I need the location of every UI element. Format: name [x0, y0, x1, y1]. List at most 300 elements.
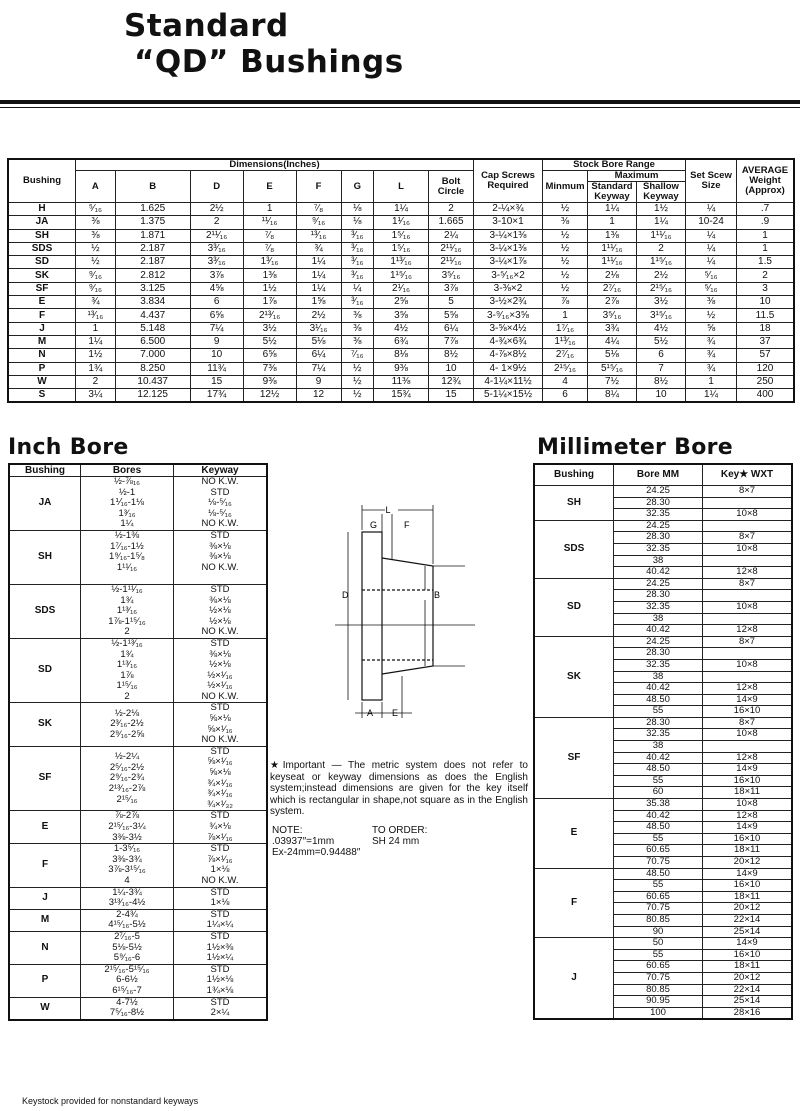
- mm-bore-value: 32.35: [614, 729, 703, 741]
- footnote: Keystock provided for nonstandard keyways: [22, 1096, 199, 1106]
- dims-cell: 2: [429, 203, 474, 216]
- dims-cell: 3-10×1: [474, 216, 543, 229]
- inch-bores-cell: [81, 997, 174, 1020]
- inch-bores-cell: [81, 703, 174, 746]
- dims-cell: 4-¾×6¾: [474, 335, 543, 348]
- bore-value: ⅞-2⅞: [114, 810, 140, 822]
- dims-cell: 1¼: [296, 269, 341, 282]
- inch-bushing-name: P: [9, 964, 81, 997]
- bore-value: 3⅜-3¾: [112, 853, 142, 865]
- mm-col-bushing: Bushing: [534, 464, 614, 486]
- mm-bore-value: 48.50: [614, 822, 703, 834]
- mm-bore-value: 48.50: [614, 764, 703, 776]
- mm-key-value: [703, 671, 793, 683]
- bore-value: ½-1⅜: [114, 529, 140, 541]
- keyway-value: ⅝×¹⁄₁₆: [207, 756, 233, 768]
- mm-key-value: 25×14: [703, 996, 793, 1008]
- keyway-value: ⅝×¹⁄₁₆: [207, 723, 233, 735]
- dims-cell: 2¹⁵⁄₁₆: [543, 362, 588, 375]
- dims-row: [8, 282, 794, 295]
- title-rule-thick: [0, 100, 800, 104]
- col-d: D: [190, 171, 243, 203]
- bore-value: 5⁹⁄₁₆-6: [113, 952, 141, 964]
- dims-cell: 17¾: [190, 389, 243, 403]
- mm-col-bore: Bore MM: [614, 464, 703, 486]
- mm-key-value: 8×7: [703, 532, 793, 544]
- inch-bores-cell: [81, 844, 174, 887]
- bore-value: 1¾: [120, 594, 134, 606]
- mm-bore-value: 70.75: [614, 857, 703, 869]
- mm-key-value: 25×14: [703, 926, 793, 938]
- mm-bore-row: [534, 717, 792, 729]
- dims-cell: 3¼: [76, 389, 116, 403]
- inch-bushing-name: SK: [9, 703, 81, 746]
- order-example: SH 24 mm: [372, 836, 420, 847]
- dims-cell: 2⁷⁄₁₆: [588, 282, 637, 295]
- mm-key-value: [703, 613, 793, 625]
- dims-cell: 6: [543, 389, 588, 403]
- dims-cell: 2½: [637, 269, 686, 282]
- dims-cell: 5: [429, 296, 474, 309]
- dims-cell: 1⅝: [296, 296, 341, 309]
- mm-key-value: 12×8: [703, 810, 793, 822]
- dims-cell: 5.148: [115, 322, 190, 335]
- inch-bore-row: [9, 964, 267, 997]
- diagram-label-g: G: [370, 520, 378, 530]
- col-shallow-keyway: Shallow Keyway: [637, 182, 686, 203]
- dims-cell: 15: [429, 389, 474, 403]
- dims-cell: ½: [341, 389, 374, 403]
- inch-bores-cell: [81, 887, 174, 909]
- bushing-name: N: [8, 349, 76, 362]
- keyway-value: STD: [210, 745, 230, 757]
- dims-cell: 1⅜: [588, 229, 637, 242]
- bushing-name: SDS: [8, 242, 76, 255]
- dims-cell: 2¹⁵⁄₁₆: [637, 282, 686, 295]
- dims-cell: 1⁵⁄₁₆: [374, 229, 429, 242]
- keyway-value: STD: [210, 963, 230, 975]
- mm-key-value: 8×7: [703, 717, 793, 729]
- bore-value: ½-2⅛: [114, 707, 140, 719]
- mm-key-value: 12×8: [703, 683, 793, 695]
- dims-cell: 3-⁵⁄₁₆×2: [474, 269, 543, 282]
- dims-cell: 3⅞: [190, 269, 243, 282]
- dims-cell: ⅜: [341, 335, 374, 348]
- dims-cell: 5½: [637, 335, 686, 348]
- mm-key-value: 18×11: [703, 891, 793, 903]
- dims-cell: 2.187: [115, 256, 190, 269]
- dims-cell: ½: [543, 242, 588, 255]
- dims-cell: ½: [76, 256, 116, 269]
- dims-row: [8, 269, 794, 282]
- mm-bore-body: [534, 486, 792, 1020]
- inch-keyway-cell: [174, 887, 268, 909]
- keyway-value: ⅜×⅛: [209, 594, 231, 606]
- dims-cell: ³⁄₁₆: [341, 296, 374, 309]
- mm-bore-row: [534, 636, 792, 648]
- mm-bore-value: 32.35: [614, 509, 703, 521]
- mm-bore-value: 48.50: [614, 694, 703, 706]
- keyway-value: 1¼×¼: [206, 919, 234, 931]
- dims-cell: ¾: [296, 242, 341, 255]
- dims-cell: ⁷⁄₁₆: [341, 349, 374, 362]
- dims-cell: 1.5: [737, 256, 795, 269]
- dims-cell: 10-24: [686, 216, 737, 229]
- dims-cell: 2½: [296, 309, 341, 322]
- dims-cell: ⅜: [76, 229, 116, 242]
- mm-bore-value: 70.75: [614, 903, 703, 915]
- dims-cell: ⅛: [341, 216, 374, 229]
- dims-cell: 10: [190, 349, 243, 362]
- bushing-name: W: [8, 375, 76, 388]
- keyway-value: ⅛-⁵⁄₁₆: [208, 497, 232, 509]
- dims-cell: 1¹³⁄₁₆: [543, 335, 588, 348]
- group-stock-bore: Stock Bore Range: [543, 159, 686, 171]
- bushing-name: SD: [8, 256, 76, 269]
- mm-bore-value: 55: [614, 706, 703, 718]
- dims-cell: 12: [296, 389, 341, 403]
- dims-cell: 8½: [429, 349, 474, 362]
- dims-cell: 3-⁹⁄₁₆×3⅝: [474, 309, 543, 322]
- bore-value: 2: [124, 626, 130, 638]
- bore-value: 3⅜-3½: [112, 831, 142, 843]
- dims-cell: 3½: [243, 322, 296, 335]
- inch-bores-cell: [81, 746, 174, 811]
- order-label: TO ORDER:: [372, 825, 428, 836]
- bushing-name: F: [8, 309, 76, 322]
- mm-col-key: Key★ WXT: [703, 464, 793, 486]
- dims-cell: ⁹⁄₁₆: [76, 282, 116, 295]
- mm-key-value: 14×9: [703, 764, 793, 776]
- mm-bore-value: 80.85: [614, 984, 703, 996]
- diagram-label-f: F: [404, 520, 410, 530]
- dims-cell: ½: [543, 256, 588, 269]
- dims-cell: 1¼: [296, 282, 341, 295]
- dims-cell: 1: [686, 375, 737, 388]
- keyway-value: ⅜×⅛: [209, 540, 231, 552]
- dims-cell: 6⅝: [243, 349, 296, 362]
- dims-cell: ½: [686, 309, 737, 322]
- mm-bore-value: 90.95: [614, 996, 703, 1008]
- dims-cell: 1: [543, 309, 588, 322]
- keyway-value: ½×⅛: [209, 605, 231, 617]
- dims-cell: ¼: [686, 242, 737, 255]
- dims-cell: ⁵⁄₁₆: [686, 282, 737, 295]
- mm-bore-value: 38: [614, 613, 703, 625]
- bore-value: 1¼: [120, 518, 134, 530]
- mm-key-value: 20×12: [703, 903, 793, 915]
- dims-cell: 8¼: [588, 389, 637, 403]
- bore-value: 1⁹⁄₁₆-1⁵⁄₈: [109, 551, 145, 563]
- note-conversion: .03937″=1mm: [272, 836, 335, 847]
- mm-bushing-name: SH: [534, 486, 614, 521]
- inch-bore-row: [9, 477, 267, 531]
- dims-cell: 10.437: [115, 375, 190, 388]
- dims-cell: ³⁄₁₆: [341, 242, 374, 255]
- dims-cell: 6¼: [429, 322, 474, 335]
- bore-value: 3¹³⁄₁₆-4½: [108, 897, 146, 909]
- dims-cell: 9: [190, 335, 243, 348]
- keyway-value: STD: [210, 843, 230, 855]
- inch-keyway-cell: [174, 638, 268, 703]
- bore-value: 4¹⁵⁄₁₆-5½: [108, 919, 146, 931]
- inch-bushing-name: SD: [9, 638, 81, 703]
- bore-value: ½-1¹³⁄₁₆: [111, 637, 143, 649]
- dims-cell: 11¾: [190, 362, 243, 375]
- dims-cell: ¼: [686, 203, 737, 216]
- keyway-value: ⅞×¹⁄₁₆: [207, 853, 233, 865]
- bushing-name: SF: [8, 282, 76, 295]
- dims-cell: 2¹⁄₁₆: [374, 282, 429, 295]
- dims-cell: ⁵⁄₁₆: [686, 269, 737, 282]
- dims-cell: ¹¹⁄₁₆: [243, 216, 296, 229]
- dims-cell: 4½: [374, 322, 429, 335]
- dims-cell: 1⁷⁄₁₆: [543, 322, 588, 335]
- mm-bore-value: 32.35: [614, 659, 703, 671]
- inch-bores-cell: [81, 638, 174, 703]
- inch-keyway-cell: [174, 997, 268, 1020]
- col-bolt-circle: Bolt Circle: [429, 171, 474, 203]
- inch-bores-cell: [81, 530, 174, 584]
- dims-cell: ⅛: [341, 203, 374, 216]
- dims-cell: ¼: [341, 282, 374, 295]
- mm-bushing-name: SF: [534, 717, 614, 798]
- dims-cell: 3-½×2¾: [474, 296, 543, 309]
- inch-bore-row: [9, 844, 267, 887]
- mm-bore-value: 24.25: [614, 578, 703, 590]
- col-set-screw: Set Scew Size: [686, 159, 737, 203]
- mm-key-value: [703, 590, 793, 602]
- dims-cell: ¹³⁄₁₆: [296, 229, 341, 242]
- mm-key-value: 14×9: [703, 822, 793, 834]
- dims-cell: 3¹⁄₁₆: [296, 322, 341, 335]
- mm-key-value: 8×7: [703, 486, 793, 498]
- dims-row: [8, 296, 794, 309]
- keyway-value: 1¾×⅛: [206, 984, 234, 996]
- keyway-value: 1½×⅜: [206, 941, 234, 953]
- dims-cell: 11⅜: [374, 375, 429, 388]
- dims-cell: ⅜: [341, 322, 374, 335]
- inch-keyway-cell: [174, 477, 268, 531]
- dims-cell: 1.871: [115, 229, 190, 242]
- dims-cell: 1½: [243, 282, 296, 295]
- dims-cell: ½: [543, 229, 588, 242]
- mm-bore-value: 28.30: [614, 497, 703, 509]
- bore-value: 4-7½: [116, 996, 138, 1008]
- bore-value: 1¹¹⁄₁₆: [116, 561, 138, 573]
- mm-bushing-name: SD: [534, 578, 614, 636]
- keyway-value: STD: [210, 583, 230, 595]
- mm-bore-value: 80.85: [614, 914, 703, 926]
- bore-value: 2⁹⁄₁₆-2⅝: [109, 728, 145, 740]
- bore-value: 4: [124, 874, 130, 886]
- col-standard-keyway: Standard Keyway: [588, 182, 637, 203]
- dims-cell: 7½: [588, 375, 637, 388]
- bore-value: 2⁹⁄₁₆-2¾: [109, 772, 145, 784]
- dims-cell: 10: [429, 362, 474, 375]
- dims-cell: ⅜: [686, 296, 737, 309]
- inch-bore-row: [9, 746, 267, 811]
- keyway-value: STD: [210, 529, 230, 541]
- inch-bushing-name: F: [9, 844, 81, 887]
- inch-bore-table: [8, 463, 268, 1021]
- mm-bore-value: 55: [614, 949, 703, 961]
- dims-cell: 2½: [190, 203, 243, 216]
- mm-bore-value: 55: [614, 833, 703, 845]
- dims-cell: 1¼: [76, 335, 116, 348]
- mm-bore-row: [534, 868, 792, 880]
- dims-row: [8, 216, 794, 229]
- inch-keyway-cell: [174, 746, 268, 811]
- dims-cell: 1¹¹⁄₁₆: [588, 256, 637, 269]
- dims-row: [8, 309, 794, 322]
- dims-cell: ⁹⁄₁₆: [76, 269, 116, 282]
- inch-keyway-cell: [174, 703, 268, 746]
- dims-cell: 5½: [243, 335, 296, 348]
- dims-cell: ⅞: [543, 296, 588, 309]
- bore-value: 1⅟₁₆-1⅛: [109, 497, 145, 509]
- dims-cell: 2⅝: [374, 296, 429, 309]
- inch-bores-cell: [81, 584, 174, 638]
- mm-bore-value: 40.42: [614, 625, 703, 637]
- mm-key-value: 14×9: [703, 938, 793, 950]
- inch-bores-cell: [81, 909, 174, 931]
- dims-row: [8, 322, 794, 335]
- mm-key-value: 10×8: [703, 543, 793, 555]
- inch-bore-row: [9, 997, 267, 1020]
- dims-cell: 1⅜: [243, 269, 296, 282]
- bushing-name: P: [8, 362, 76, 375]
- dims-cell: 6: [190, 296, 243, 309]
- bore-value: [81, 573, 173, 584]
- mm-key-value: 12×8: [703, 752, 793, 764]
- dims-cell: 15¾: [374, 389, 429, 403]
- dims-cell: 4.437: [115, 309, 190, 322]
- dims-row: [8, 203, 794, 216]
- inch-col-bores: Bores: [81, 464, 174, 477]
- bore-value: 1¾: [120, 648, 134, 660]
- dims-cell: 1¼: [296, 256, 341, 269]
- keyway-value: STD: [210, 930, 230, 942]
- mm-bore-value: 32.35: [614, 601, 703, 613]
- col-g: G: [341, 171, 374, 203]
- dims-cell: 1: [737, 229, 795, 242]
- keyway-value: 1½×¼: [206, 952, 234, 964]
- keyway-value: ⅜×⅛: [209, 551, 231, 563]
- dims-row: [8, 335, 794, 348]
- mm-key-value: 12×8: [703, 625, 793, 637]
- dims-cell: 1.665: [429, 216, 474, 229]
- bore-value: 1¼-3¾: [112, 886, 142, 898]
- dims-cell: ³⁄₁₆: [341, 229, 374, 242]
- mm-key-value: 14×9: [703, 868, 793, 880]
- dims-cell: 9: [296, 375, 341, 388]
- mm-key-value: 18×11: [703, 845, 793, 857]
- mm-bore-value: 55: [614, 775, 703, 787]
- bore-value: 7⁵⁄₁₆-8½: [109, 1007, 145, 1019]
- inch-bushing-name: J: [9, 887, 81, 909]
- mm-key-value: 16×10: [703, 949, 793, 961]
- keyway-value: NO K.W.: [201, 690, 239, 702]
- dims-row: [8, 349, 794, 362]
- bore-value: ½-2¼: [114, 751, 140, 763]
- keyway-value: NO K.W.: [201, 874, 239, 886]
- inch-bushing-name: E: [9, 811, 81, 844]
- dims-cell: 3½: [637, 296, 686, 309]
- group-maximum: Maximum: [588, 171, 686, 182]
- dims-cell: 12.125: [115, 389, 190, 403]
- dims-cell: 3¹⁵⁄₁₆: [637, 309, 686, 322]
- inch-bores-cell: [81, 811, 174, 844]
- dims-cell: 2¼: [429, 229, 474, 242]
- keyway-value: ¾×⅛: [209, 821, 231, 832]
- dims-cell: 7⅜: [243, 362, 296, 375]
- dims-cell: 7¼: [296, 362, 341, 375]
- dimensions-table: [7, 158, 795, 403]
- dims-cell: 5¹⁵⁄₁₆: [588, 362, 637, 375]
- dims-cell: ¼: [686, 256, 737, 269]
- mm-key-value: 8×7: [703, 636, 793, 648]
- dims-cell: 7⅞: [429, 335, 474, 348]
- dims-cell: .9: [737, 216, 795, 229]
- dims-cell: 7.000: [115, 349, 190, 362]
- bore-value: 1¹⁵⁄₁₆: [116, 680, 138, 692]
- mm-key-value: [703, 648, 793, 660]
- inch-bores-cell: [81, 964, 174, 997]
- inch-keyway-cell: [174, 584, 268, 638]
- bore-value: ½-1: [118, 486, 136, 498]
- mm-bore-value: 38: [614, 555, 703, 567]
- bore-value: 6¹⁵⁄₁₆-7: [112, 984, 142, 996]
- dims-cell: 250: [737, 375, 795, 388]
- bore-value: 2¹³⁄₁₆-2⅞: [108, 782, 146, 794]
- dims-cell: 5-1¼×15½: [474, 389, 543, 403]
- mm-bore-value: 60.65: [614, 891, 703, 903]
- inch-bore-row: [9, 530, 267, 584]
- col-weight: AVERAGE Weight (Approx): [737, 159, 795, 203]
- keyway-value: NO K.W.: [201, 626, 239, 638]
- dims-cell: 6.500: [115, 335, 190, 348]
- inch-bore-row: [9, 931, 267, 964]
- dims-cell: 3-¼×1⅜: [474, 242, 543, 255]
- dims-cell: ⅜: [543, 216, 588, 229]
- dims-cell: 3⅝: [374, 309, 429, 322]
- dims-cell: 37: [737, 335, 795, 348]
- bore-value: ½-1¹¹⁄₁₆: [111, 583, 143, 595]
- dims-cell: 7: [637, 362, 686, 375]
- bore-value: 1¹³⁄₁₆: [116, 659, 138, 671]
- bushing-name: M: [8, 335, 76, 348]
- keyway-value: [174, 573, 266, 584]
- mm-key-value: 10×8: [703, 601, 793, 613]
- keyway-value: STD: [210, 810, 230, 822]
- dims-cell: ⁷⁄₈: [243, 242, 296, 255]
- col-l: L: [374, 171, 429, 203]
- bore-value: 2¹⁵⁄₁₆: [116, 793, 138, 805]
- inch-keyway-cell: [174, 844, 268, 887]
- bore-value: 1⁷⁄₁₆-1½: [110, 540, 144, 552]
- keyway-value: 1×⅛: [210, 864, 230, 876]
- bushing-name: JA: [8, 216, 76, 229]
- inch-bushing-name: JA: [9, 477, 81, 531]
- inch-bore-body: [9, 477, 267, 1020]
- note-label: NOTE:: [272, 825, 303, 836]
- bore-value: 2⁷⁄₁₆-5: [114, 930, 140, 942]
- keyway-value: ¾×¹⁄₃₂: [207, 798, 233, 810]
- mm-bore-value: 28.30: [614, 532, 703, 544]
- keyway-value: NO K.W.: [201, 561, 239, 573]
- dims-row: [8, 362, 794, 375]
